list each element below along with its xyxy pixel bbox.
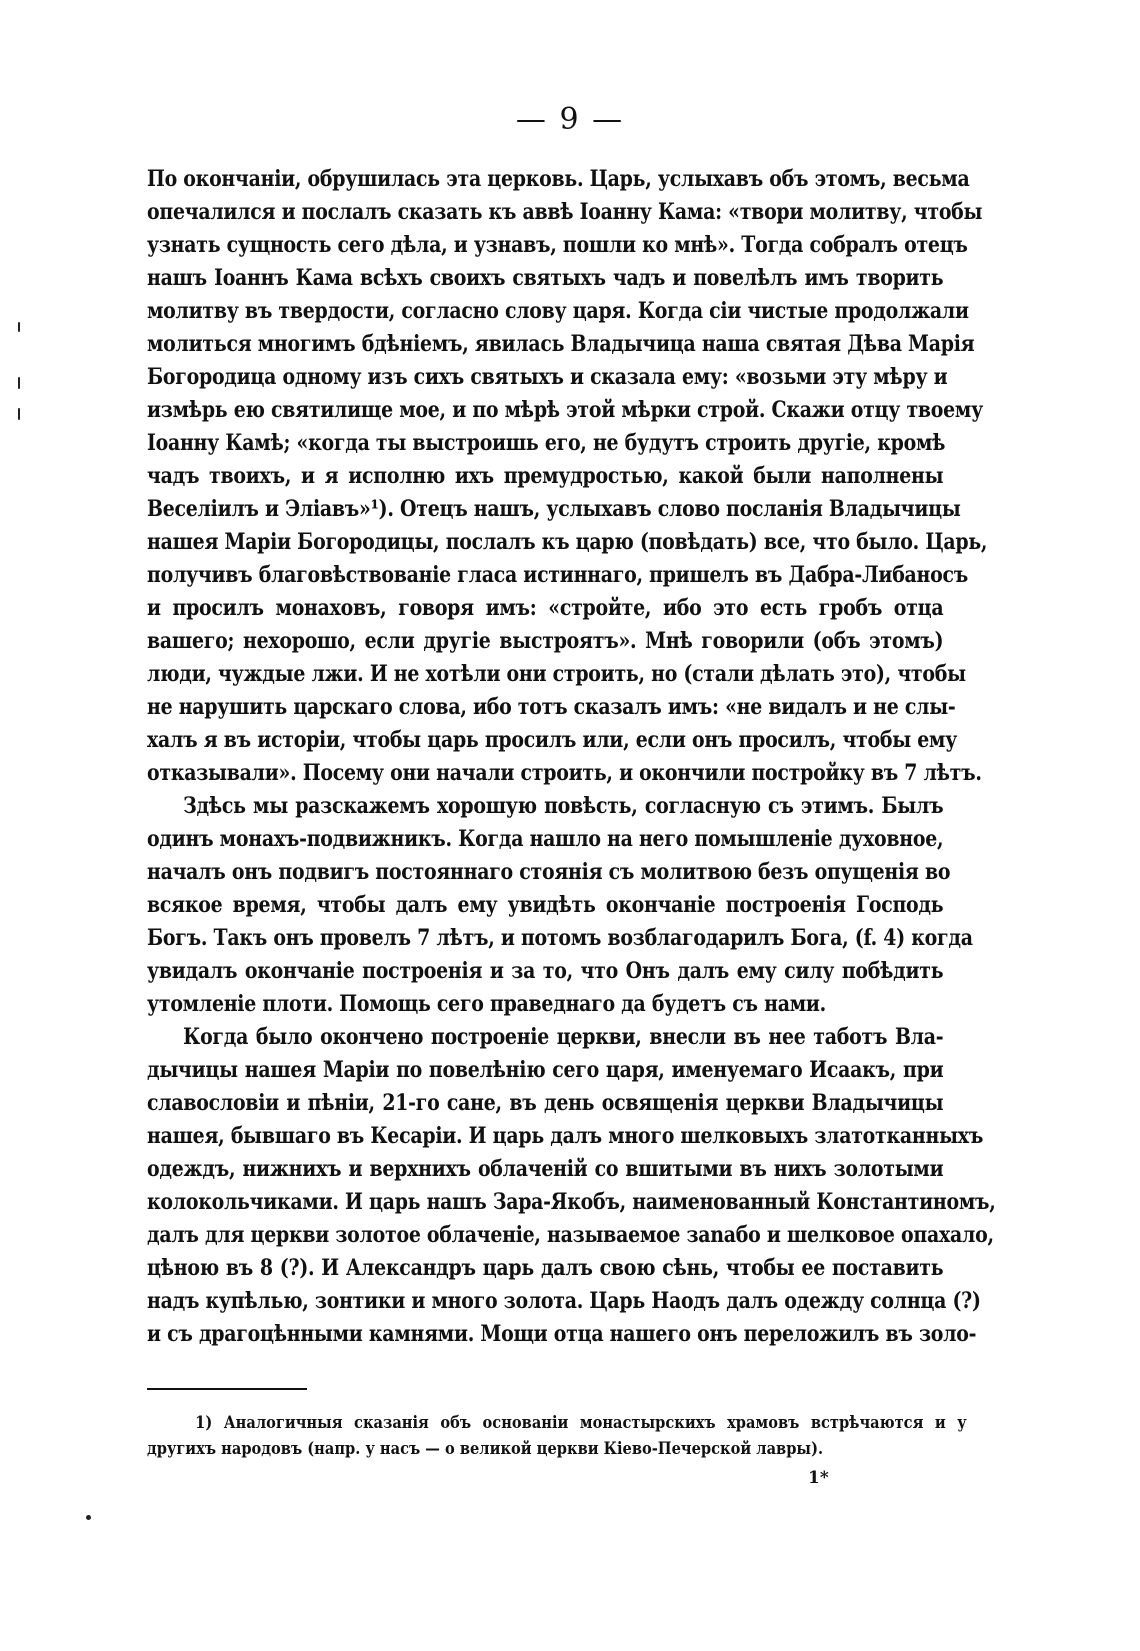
text-line: люди, чуждые лжи. И не хотѣли они строить, но (стали дѣлать это), чтобы	[147, 661, 966, 687]
text-line: Когда было окончено построеніе церкви, внесли въ нее таботъ Вла-	[183, 1024, 944, 1050]
footnote-line: 1) Аналогичныя сказанія объ основаніи монастырскихъ храмовъ встрѣчаются и у	[195, 1413, 967, 1433]
text-line: и просилъ монаховъ, говоря имъ: «стройте, ибо это есть гробъ отца	[147, 595, 944, 621]
text-line: утомленіе плоти. Помощь сего праведнаго да будетъ съ нами.	[147, 991, 826, 1017]
text-line: дычицы нашея Маріи по повелѣнію сего царя, именуемаго Исаакъ, при	[147, 1057, 944, 1083]
text-line: чадъ твоихъ, и я исполню ихъ премудростью, какой были наполнены	[147, 463, 944, 489]
text-line: молитву въ твердости, согласно слову царя. Когда сіи чистые продолжали	[147, 298, 969, 324]
text-line: одинъ монахъ-подвижникъ. Когда нашло на него помышленіе духовное,	[147, 826, 944, 852]
footnote-line: другихъ народовъ (напр. у насъ — о великой церкви Кіево-Печерской лавры).	[147, 1439, 824, 1459]
margin-speck	[18, 408, 20, 420]
signature-mark: 1*	[808, 1468, 829, 1488]
margin-speck	[18, 322, 20, 332]
text-line: По окончаніи, обрушилась эта церковь. Царь, услыхавъ объ этомъ, весьма	[147, 166, 970, 192]
margin-speck	[18, 377, 20, 389]
text-line: измѣрь ею святилище мое, и по мѣрѣ этой мѣрки строй. Скажи отцу твоему	[147, 397, 983, 423]
text-line: цѣною въ 8 (?). И Александръ царь далъ свою сѣнь, чтобы ее поставить	[147, 1255, 944, 1281]
text-line: узнать сущность сего дѣла, и узнавъ, пошли ко мнѣ». Тогда собралъ отецъ	[147, 232, 968, 258]
text-line: Іоанну Камѣ; «когда ты выстроишь его, не будутъ строить другіе, кромѣ	[147, 430, 946, 456]
text-line: не нарушить царскаго слова, ибо тотъ сказалъ имъ: «не видалъ и не слы-	[147, 694, 956, 720]
text-line: нашъ Іоаннъ Кама всѣхъ своихъ святыхъ чадъ и повелѣлъ имъ творить	[147, 265, 944, 291]
text-line: одеждъ, нижнихъ и верхнихъ облаченій со вшитыми въ нихъ золотыми	[147, 1156, 944, 1182]
text-line: вашего; нехорошо, если другіе выстроятъ». Мнѣ говорили (объ этомъ)	[147, 628, 944, 654]
text-line: молиться многимъ бдѣніемъ, явилась Владычица наша святая Дѣва Марія	[147, 331, 975, 357]
text-line: Богъ. Такъ онъ провелъ 7 лѣтъ, и потомъ возблагодарилъ Бога, (f. 4) когда	[147, 925, 973, 951]
text-line: получивъ благовѣствованіе гласа истиннаго, пришелъ въ Дабра-Либаносъ	[147, 562, 969, 588]
text-line: славословіи и пѣніи, 21-го сане, въ день освященія церкви Владычицы	[147, 1090, 944, 1116]
text-line: всякое время, чтобы далъ ему увидѣть окончаніе построенія Господь	[147, 892, 944, 918]
text-line: нашея Маріи Богородицы, послалъ къ царю (повѣдать) все, что было. Царь,	[147, 529, 988, 555]
text-line: Веселіилъ и Эліавъ»¹). Отецъ нашъ, услыхавъ слово посланія Владычицы	[147, 496, 961, 522]
page-number: — 9 —	[515, 102, 625, 137]
footnote	[147, 1410, 967, 1462]
text-line: началъ онъ подвигъ постояннаго стоянія съ молитвою безъ опущенія во	[147, 859, 951, 885]
text-line: надъ купѣлью, зонтики и много золота. Царь Наодъ далъ одежду солнца (?)	[147, 1288, 981, 1314]
text-line: халъ я въ исторіи, чтобы царь просилъ или, если онъ просилъ, чтобы ему	[147, 727, 958, 753]
text-line: отказывали». Посему они начали строить, и окончили постройку въ 7 лѣтъ.	[147, 760, 982, 786]
text-line: увидалъ окончаніе построенія и за то, что Онъ далъ ему силу побѣдить	[147, 958, 944, 984]
footnote-rule	[147, 1388, 307, 1390]
text-line: опечалился и послалъ сказать къ аввѣ Іоанну Кама: «твори молитву, чтобы	[147, 199, 983, 225]
text-line: и съ драгоцѣнными камнями. Мощи отца нашего онъ переложилъ въ золо-	[147, 1321, 977, 1347]
text-line: Богородица одному изъ сихъ святыхъ и сказала ему: «возьми эту мѣру и	[147, 364, 948, 390]
margin-speck	[86, 1515, 91, 1520]
text-line: далъ для церкви золотое облаченіе, называемое заnaбo и шелковое опахало,	[147, 1222, 994, 1248]
text-line: Здѣсь мы разскажемъ хорошую повѣсть, согласную съ этимъ. Былъ	[183, 793, 944, 819]
text-line: колокольчиками. И царь нашъ Зара-Якобъ, наименованный Константиномъ,	[147, 1189, 996, 1215]
text-line: нашея, бывшаго въ Кесаріи. И царь далъ много шелковыхъ златотканныхъ	[147, 1123, 984, 1149]
body-text	[147, 163, 996, 1351]
